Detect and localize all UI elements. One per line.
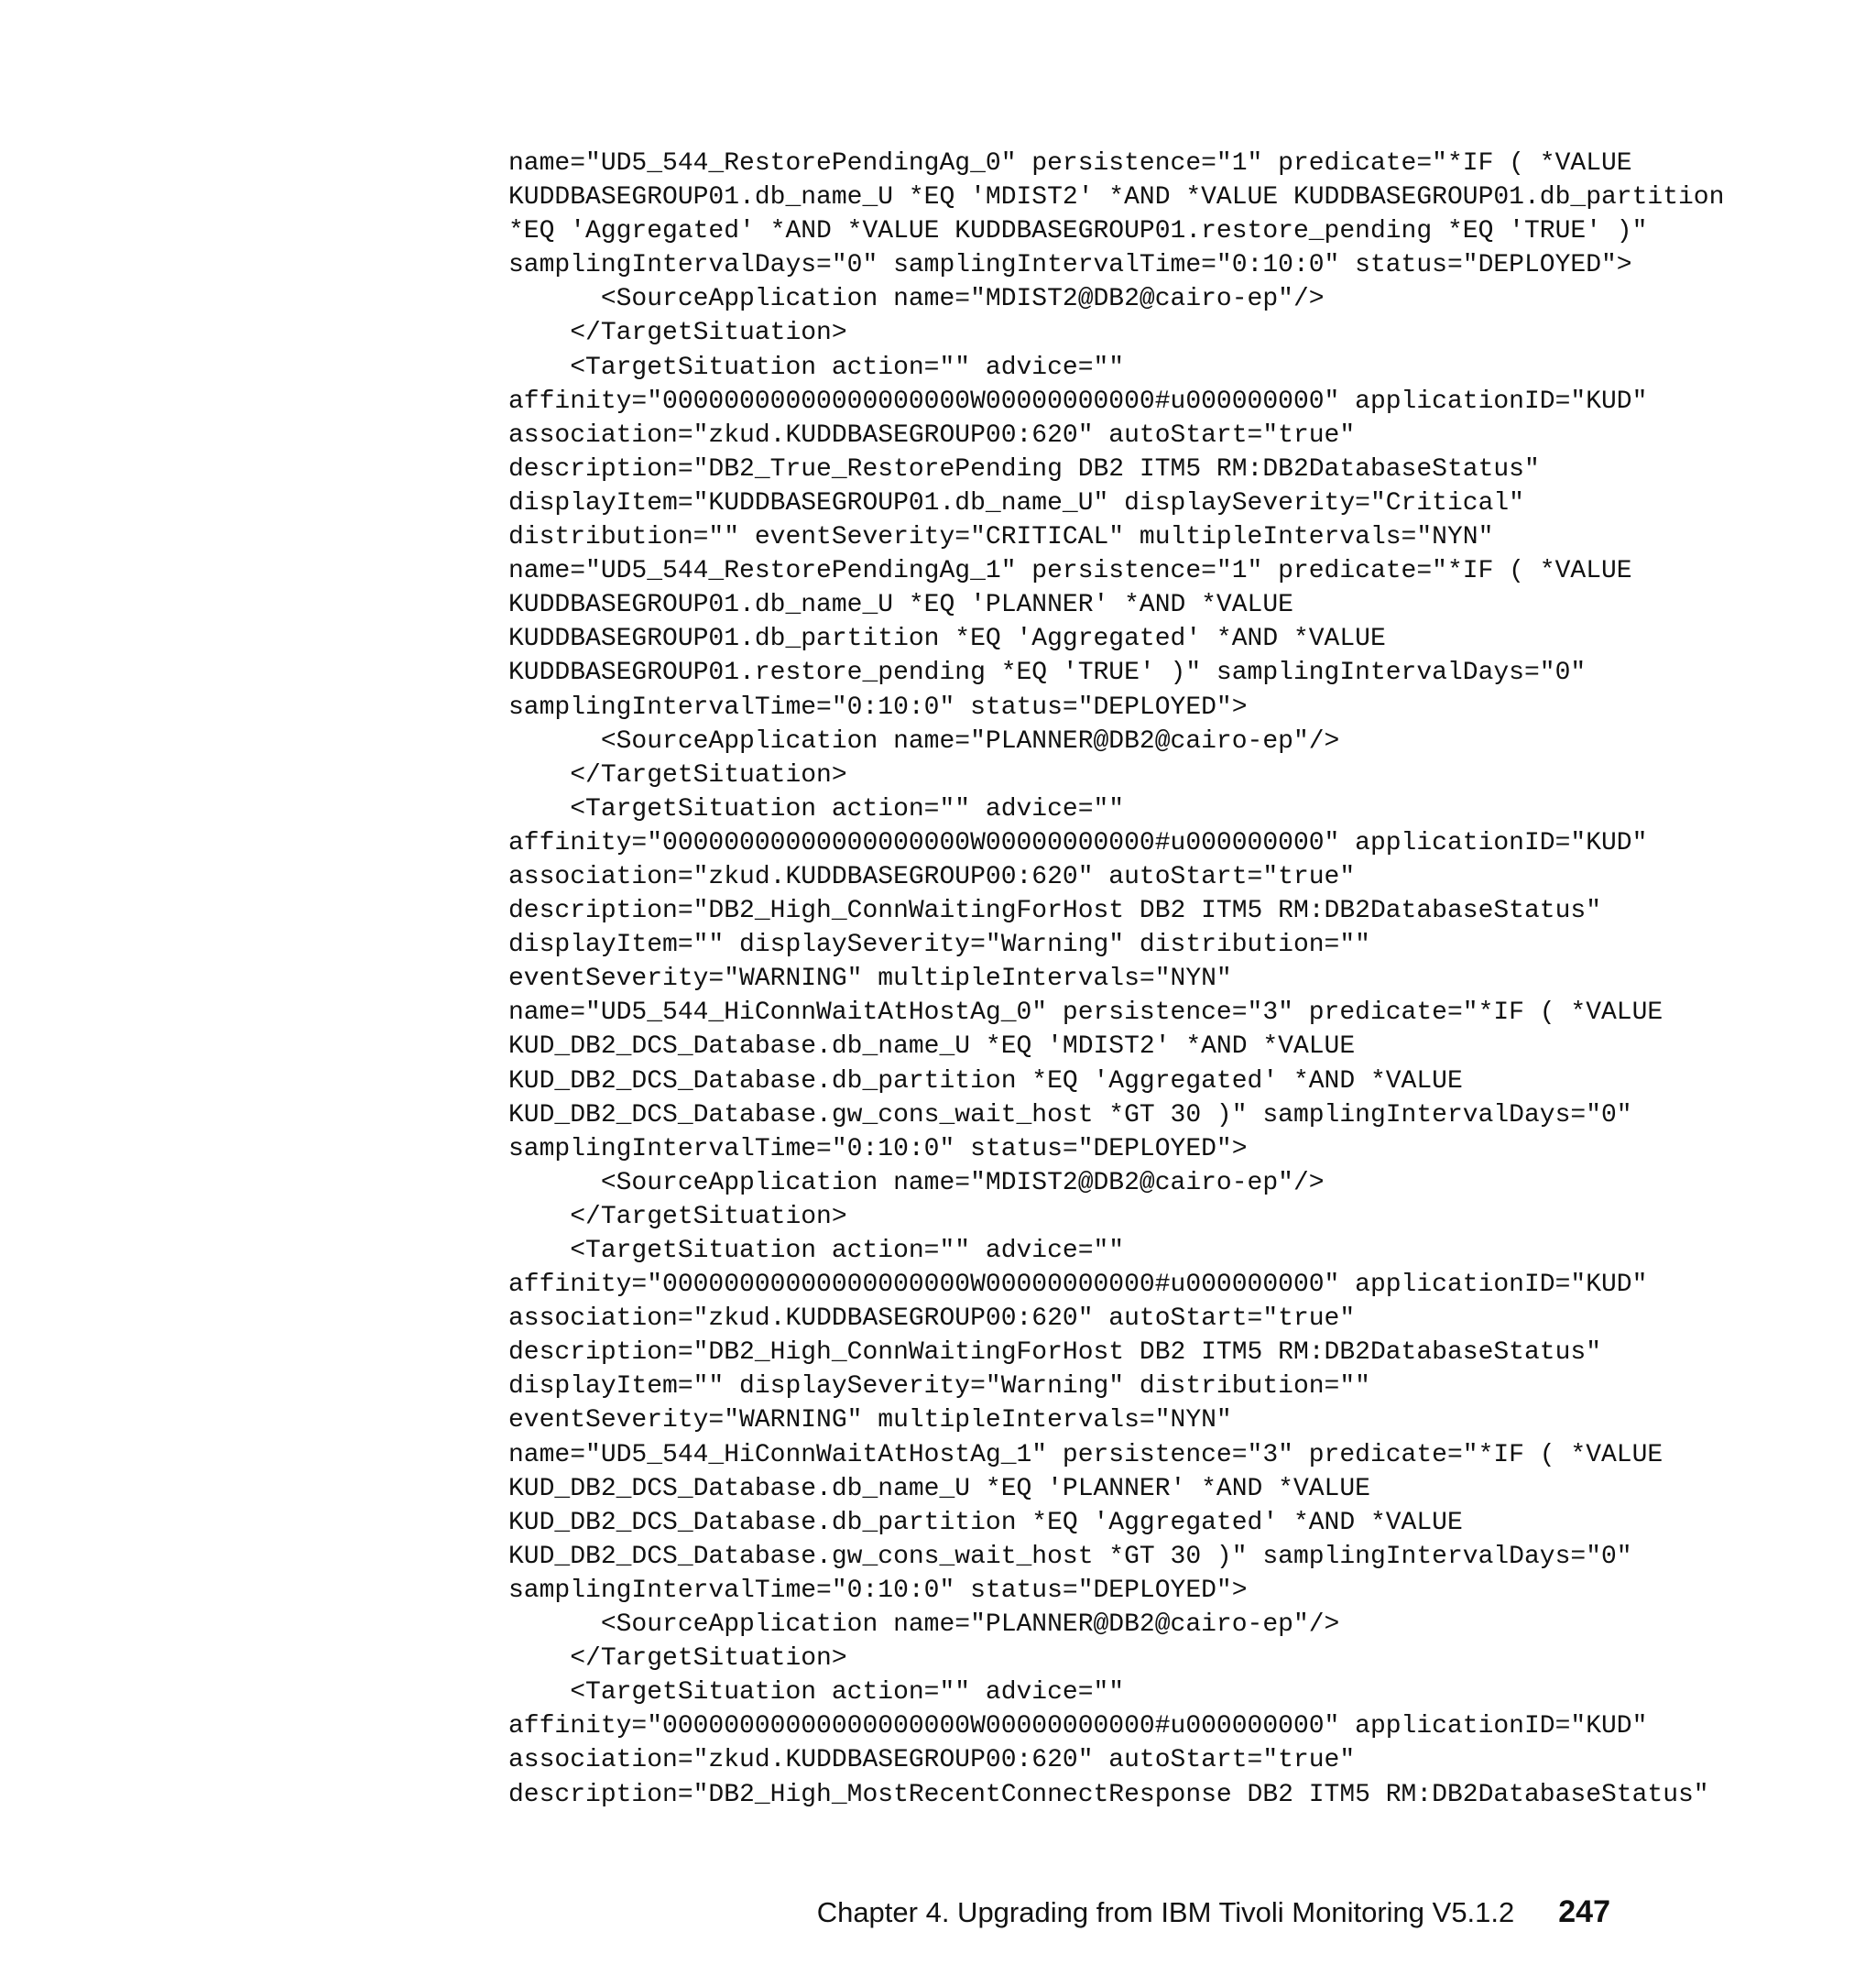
code-line: <TargetSituation action="" advice="" — [508, 353, 1125, 382]
code-line: KUD_DB2_DCS_Database.gw_cons_wait_host *GT 30 )" samplingIntervalDays="0" — [508, 1542, 1632, 1571]
code-line: association="zkud.KUDDBASEGROUP00:620" autoStart="true" — [508, 1746, 1356, 1775]
code-line: displayItem="KUDDBASEGROUP01.db_name_U" displaySeverity="Critical" — [508, 488, 1524, 518]
code-line: description="DB2_High_MostRecentConnectResponse DB2 ITM5 RM:DB2DatabaseStatus" — [508, 1780, 1709, 1809]
code-line: description="DB2_True_RestorePending DB2 ITM5 RM:DB2DatabaseStatus" — [508, 454, 1540, 484]
code-line: name="UD5_544_RestorePendingAg_1" persistence="1" predicate="*IF ( *VALUE — [508, 557, 1632, 586]
code-line: KUDDBASEGROUP01.db_name_U *EQ 'PLANNER' *AND *VALUE — [508, 591, 1293, 620]
page-footer — [817, 1894, 1610, 1930]
code-line: affinity="00000000000000000000W00000000000#u000000000" applicationID="KUD" — [508, 387, 1648, 416]
code-line: affinity="00000000000000000000W00000000000#u000000000" applicationID="KUD" — [508, 1271, 1648, 1300]
code-line: </TargetSituation> — [508, 1202, 847, 1231]
code-line: KUDDBASEGROUP01.restore_pending *EQ 'TRUE' )" samplingIntervalDays="0" — [508, 659, 1587, 688]
code-line: association="zkud.KUDDBASEGROUP00:620" autoStart="true" — [508, 1304, 1356, 1334]
code-line: </TargetSituation> — [508, 760, 847, 790]
code-line: samplingIntervalTime="0:10:0" status="DEPLOYED"> — [508, 1576, 1248, 1605]
code-line: samplingIntervalDays="0" samplingIntervalTime="0:10:0" status="DEPLOYED"> — [508, 251, 1632, 280]
footer-chapter-title: Chapter 4. Upgrading from IBM Tivoli Monitoring V5.1.2 — [816, 1896, 1515, 1928]
code-line: KUD_DB2_DCS_Database.db_name_U *EQ 'MDIST2' *AND *VALUE — [508, 1032, 1356, 1062]
code-line: <TargetSituation action="" advice="" — [508, 1237, 1125, 1265]
code-line: <TargetSituation action="" advice="" — [508, 794, 1125, 824]
code-line: displayItem="" displaySeverity="Warning" distribution="" — [508, 931, 1370, 960]
code-line: KUDDBASEGROUP01.db_partition *EQ 'Aggregated' *AND *VALUE — [508, 625, 1386, 654]
code-line: name="UD5_544_HiConnWaitAtHostAg_0" persistence="3" predicate="*IF ( *VALUE — [508, 998, 1663, 1028]
code-line: samplingIntervalTime="0:10:0" status="DEPLOYED"> — [508, 693, 1248, 722]
code-line: eventSeverity="WARNING" multipleIntervals="NYN" — [508, 1406, 1232, 1435]
code-line: <TargetSituation action="" advice="" — [508, 1678, 1125, 1708]
code-line: association="zkud.KUDDBASEGROUP00:620" autoStart="true" — [508, 420, 1356, 450]
code-line: </TargetSituation> — [508, 1644, 847, 1674]
code-line: displayItem="" displaySeverity="Warning" distribution="" — [508, 1372, 1370, 1402]
code-line: distribution="" eventSeverity="CRITICAL" multipleIntervals="NYN" — [508, 523, 1494, 552]
code-line: affinity="00000000000000000000W00000000000#u000000000" applicationID="KUD" — [508, 828, 1648, 857]
code-line: description="DB2_High_ConnWaitingForHost DB2 ITM5 RM:DB2DatabaseStatus" — [508, 897, 1601, 926]
code-line: KUD_DB2_DCS_Database.db_partition *EQ 'Aggregated' *AND *VALUE — [508, 1066, 1463, 1096]
code-line: name="UD5_544_RestorePendingAg_0" persistence="1" predicate="*IF ( *VALUE — [508, 149, 1632, 178]
code-line: KUDDBASEGROUP01.db_name_U *EQ 'MDIST2' *AND *VALUE KUDDBASEGROUP01.db_partition — [508, 183, 1725, 213]
code-line: KUD_DB2_DCS_Database.db_name_U *EQ 'PLANNER' *AND *VALUE — [508, 1474, 1370, 1503]
code-line: association="zkud.KUDDBASEGROUP00:620" autoStart="true" — [508, 862, 1356, 891]
footer-page-number: 247 — [1558, 1894, 1610, 1929]
code-line: </TargetSituation> — [508, 319, 847, 348]
code-line: KUD_DB2_DCS_Database.db_partition *EQ 'Aggregated' *AND *VALUE — [508, 1508, 1463, 1537]
code-line: eventSeverity="WARNING" multipleIntervals="NYN" — [508, 965, 1232, 994]
code-line: samplingIntervalTime="0:10:0" status="DEPLOYED"> — [508, 1134, 1248, 1163]
code-line: affinity="00000000000000000000W00000000000#u000000000" applicationID="KUD" — [508, 1712, 1648, 1741]
code-line: <SourceApplication name="MDIST2@DB2@cairo-ep"/> — [508, 285, 1325, 314]
code-line: <SourceApplication name="PLANNER@DB2@cairo-ep"/> — [508, 1610, 1340, 1640]
code-line: <SourceApplication name="PLANNER@DB2@cairo-ep"/> — [508, 726, 1340, 756]
code-line: KUD_DB2_DCS_Database.gw_cons_wait_host *GT 30 )" samplingIntervalDays="0" — [508, 1100, 1632, 1129]
code-line: <SourceApplication name="MDIST2@DB2@cairo-ep"/> — [508, 1168, 1325, 1197]
code-line: description="DB2_High_ConnWaitingForHost DB2 ITM5 RM:DB2DatabaseStatus" — [508, 1338, 1601, 1368]
code-line: name="UD5_544_HiConnWaitAtHostAg_1" persistence="3" predicate="*IF ( *VALUE — [508, 1440, 1663, 1469]
code-line: *EQ 'Aggregated' *AND *VALUE KUDDBASEGROUP01.restore_pending *EQ 'TRUE' )" — [508, 217, 1648, 246]
code-listing — [508, 147, 1724, 1812]
